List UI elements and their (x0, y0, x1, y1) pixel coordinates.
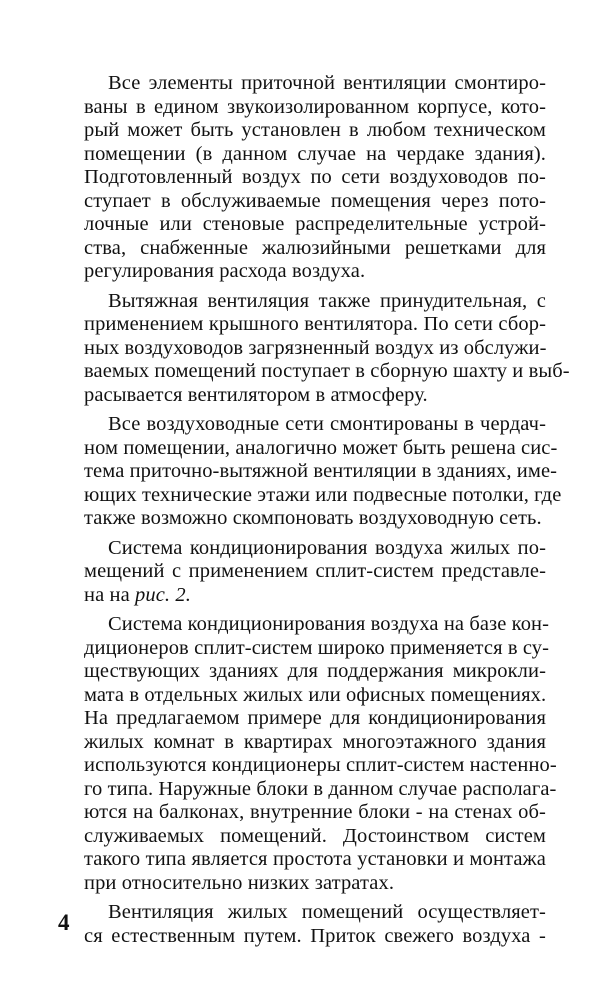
text-line: такого типа является простота установки и монтажа (84, 848, 546, 870)
text-line: ваемых помещений поступает в сборную шахту и выб- (84, 360, 570, 382)
text-line: помещении (в данном случае на чердаке здания). (84, 142, 546, 165)
text-line: го типа. Наружные блоки в данном случае располага- (84, 777, 557, 800)
text-line: Вытяжная вентиляция также принудительная, с (108, 289, 546, 312)
text-fragment: на на (84, 583, 135, 606)
text-line: Система кондиционирования воздуха на базе кон- (108, 613, 550, 635)
text-line: ства, снабженные жалюзийными решетками для (84, 236, 546, 259)
text-line: мещений с применением сплит-систем представле- (84, 560, 546, 582)
text-line: рый может быть установлен в любом техническом (84, 119, 546, 141)
paragraph-1 (84, 72, 546, 284)
paragraph-5 (84, 613, 557, 895)
text-line: ществующих зданиях для поддержания микрокли- (84, 660, 546, 682)
text-line: расывается вентилятором в атмосферу. (84, 383, 428, 406)
page-number: 4 (58, 910, 70, 935)
paragraph-3 (84, 413, 562, 531)
text-line: Вентиляция жилых помещений осуществляет- (108, 901, 546, 923)
text-line: На предлагаемом примере для кондиционирования (84, 707, 546, 729)
text-line: ступает в обслуживаемые помещения через пото- (84, 189, 546, 212)
text-line: применением крышного вентилятора. По сети сбор- (84, 313, 546, 335)
text-line: регулирования расхода воздуха. (84, 260, 366, 282)
text-line: используются кондиционеры сплит-систем настенно- (84, 754, 557, 776)
text-line: Система кондиционирования воздуха жилых по- (108, 536, 546, 559)
paragraph-2 (84, 289, 570, 408)
text-line: Подготовленный воздух по сети воздуховодов по- (84, 166, 546, 188)
text-line (84, 584, 546, 608)
text-line: Все воздуховодные сети смонтированы в чердач- (108, 413, 546, 435)
text-line: диционеров сплит-систем широко применяется в су- (84, 636, 550, 659)
text-line: при относительно низких затратах. (84, 871, 395, 894)
text-line: ющих технические этажи или подвесные потолки, где (84, 483, 562, 506)
text-line: ются на балконах, внутренние блоки - на стенах об- (84, 801, 546, 823)
paragraph-4 (84, 537, 546, 608)
text-line: мата в отдельных жилых или офисных помещениях. (84, 683, 547, 706)
text-line: Все элементы приточной вентиляции смонтиро- (108, 72, 546, 94)
text-line: тема приточно-вытяжной вентиляции в зданиях, име- (84, 460, 558, 482)
text-line: ваны в едином звукоизолированном корпусе, кото- (84, 95, 546, 118)
text-line: также возможно скомпоновать воздуховодную сеть. (84, 507, 542, 529)
text-line: ных воздуховодов загрязненный воздух из обслужи- (84, 336, 547, 359)
paragraph-6 (84, 901, 546, 948)
figure-reference: рис. 2. (135, 583, 191, 606)
text-line: жилых комнат в квартирах многоэтажного здания (84, 730, 546, 753)
text-line: ном помещении, аналогично может быть решена сис- (84, 436, 558, 459)
page-body (84, 72, 570, 954)
text-line: ся естественным путем. Приток свежего воздуха - (84, 924, 546, 947)
text-line: лочные или стеновые распределительные устрой- (84, 213, 546, 235)
text-line: служиваемых помещений. Достоинством систем (84, 824, 546, 847)
